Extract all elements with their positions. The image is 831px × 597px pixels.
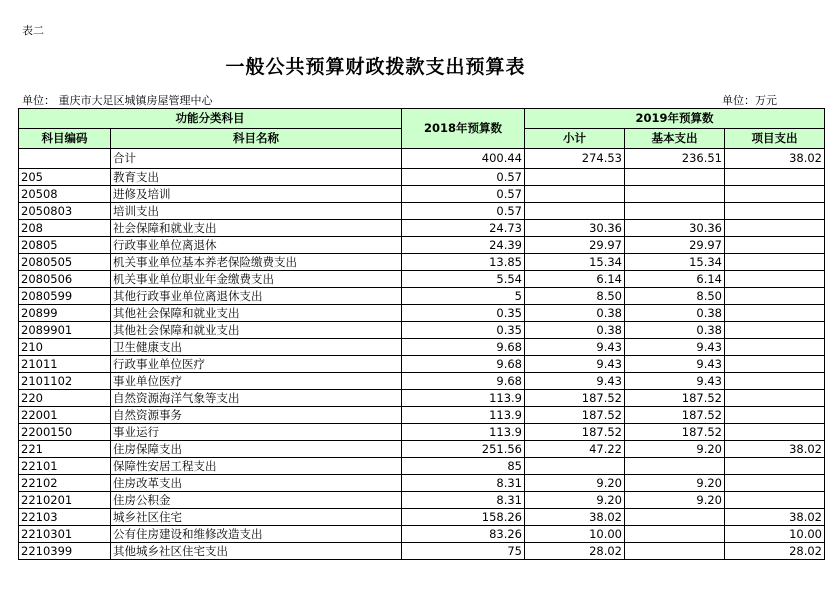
cell-subtotal: 47.22 <box>525 441 625 458</box>
header-basic: 基本支出 <box>625 129 725 149</box>
cell-name: 自然资源事务 <box>111 407 402 424</box>
cell-2018-budget: 24.39 <box>402 237 525 254</box>
cell-subtotal: 15.34 <box>525 254 625 271</box>
cell-project <box>725 288 825 305</box>
table-row <box>19 305 825 322</box>
cell-project <box>725 475 825 492</box>
cell-project <box>725 271 825 288</box>
cell-basic <box>625 186 725 203</box>
cell-project <box>725 424 825 441</box>
cell-subtotal: 8.50 <box>525 288 625 305</box>
cell-code: 221 <box>19 441 111 458</box>
cell-2018-budget: 9.68 <box>402 339 525 356</box>
cell-code: 2050803 <box>19 203 111 220</box>
cell-subtotal: 9.20 <box>525 475 625 492</box>
cell-2018-budget: 0.57 <box>402 186 525 203</box>
cell-code: 2210301 <box>19 526 111 543</box>
cell-name: 机关事业单位基本养老保险缴费支出 <box>111 254 402 271</box>
table-row <box>19 509 825 526</box>
cell-2018-budget: 251.56 <box>402 441 525 458</box>
cell-name: 公有住房建设和维修改造支出 <box>111 526 402 543</box>
cell-code: 22102 <box>19 475 111 492</box>
cell-subtotal: 9.43 <box>525 356 625 373</box>
table-row <box>19 441 825 458</box>
cell-subtotal: 0.38 <box>525 305 625 322</box>
cell-basic <box>625 543 725 560</box>
cell-project <box>725 492 825 509</box>
cell-code: 208 <box>19 220 111 237</box>
cell-2018-budget: 8.31 <box>402 475 525 492</box>
cell-name: 城乡社区住宅 <box>111 509 402 526</box>
cell-name: 合计 <box>111 149 402 169</box>
cell-project <box>725 390 825 407</box>
cell-name: 自然资源海洋气象等支出 <box>111 390 402 407</box>
table-row <box>19 526 825 543</box>
cell-name: 社会保障和就业支出 <box>111 220 402 237</box>
cell-project: 38.02 <box>725 509 825 526</box>
cell-subtotal: 9.20 <box>525 492 625 509</box>
cell-basic: 6.14 <box>625 271 725 288</box>
cell-project: 38.02 <box>725 149 825 169</box>
cell-code: 2210201 <box>19 492 111 509</box>
cell-code: 22101 <box>19 458 111 475</box>
cell-subtotal: 187.52 <box>525 390 625 407</box>
table-row <box>19 543 825 560</box>
table-row <box>19 220 825 237</box>
cell-name: 住房改革支出 <box>111 475 402 492</box>
cell-name: 其他社会保障和就业支出 <box>111 322 402 339</box>
cell-project <box>725 254 825 271</box>
cell-code: 2080599 <box>19 288 111 305</box>
cell-code: 20508 <box>19 186 111 203</box>
cell-basic: 9.43 <box>625 356 725 373</box>
cell-2018-budget: 113.9 <box>402 424 525 441</box>
cell-2018-budget: 113.9 <box>402 407 525 424</box>
table-row <box>19 186 825 203</box>
cell-subtotal: 9.43 <box>525 339 625 356</box>
cell-name: 机关事业单位职业年金缴费支出 <box>111 271 402 288</box>
cell-basic: 187.52 <box>625 390 725 407</box>
cell-name: 行政事业单位医疗 <box>111 356 402 373</box>
cell-name: 其他行政事业单位离退休支出 <box>111 288 402 305</box>
cell-subtotal: 9.43 <box>525 373 625 390</box>
cell-project <box>725 305 825 322</box>
cell-code: 2089901 <box>19 322 111 339</box>
budget-table <box>18 108 825 560</box>
table-row <box>19 169 825 186</box>
header-func-group: 功能分类科目 <box>19 109 402 129</box>
cell-basic: 0.38 <box>625 322 725 339</box>
cell-code: 20899 <box>19 305 111 322</box>
cell-basic: 9.43 <box>625 373 725 390</box>
cell-subtotal: 38.02 <box>525 509 625 526</box>
header-2018-budget: 2018年预算数 <box>402 109 525 149</box>
table-row <box>19 322 825 339</box>
cell-code: 2200150 <box>19 424 111 441</box>
table-row <box>19 373 825 390</box>
table-number-label: 表二 <box>22 24 44 37</box>
cell-project <box>725 407 825 424</box>
table-row <box>19 254 825 271</box>
cell-project <box>725 458 825 475</box>
cell-name: 其他社会保障和就业支出 <box>111 305 402 322</box>
table-body <box>19 149 825 560</box>
cell-2018-budget: 5 <box>402 288 525 305</box>
cell-subtotal: 187.52 <box>525 407 625 424</box>
cell-2018-budget: 9.68 <box>402 373 525 390</box>
cell-code: 22001 <box>19 407 111 424</box>
cell-name: 教育支出 <box>111 169 402 186</box>
cell-name: 行政事业单位离退休 <box>111 237 402 254</box>
cell-project <box>725 169 825 186</box>
table-row <box>19 475 825 492</box>
cell-project <box>725 373 825 390</box>
cell-project: 38.02 <box>725 441 825 458</box>
header-project: 项目支出 <box>725 129 825 149</box>
table-row-total <box>19 149 825 169</box>
cell-basic: 187.52 <box>625 424 725 441</box>
table-row <box>19 458 825 475</box>
cell-subtotal: 0.38 <box>525 322 625 339</box>
header-code: 科目编码 <box>19 129 111 149</box>
cell-2018-budget: 75 <box>402 543 525 560</box>
cell-basic: 8.50 <box>625 288 725 305</box>
cell-code: 2210399 <box>19 543 111 560</box>
header-subtotal: 小计 <box>525 129 625 149</box>
cell-basic: 30.36 <box>625 220 725 237</box>
cell-2018-budget: 0.35 <box>402 305 525 322</box>
cell-basic: 0.38 <box>625 305 725 322</box>
cell-basic: 9.20 <box>625 475 725 492</box>
cell-project <box>725 186 825 203</box>
cell-name: 培训支出 <box>111 203 402 220</box>
cell-subtotal: 30.36 <box>525 220 625 237</box>
cell-code: 2080505 <box>19 254 111 271</box>
table-row <box>19 203 825 220</box>
cell-subtotal: 10.00 <box>525 526 625 543</box>
cell-basic: 187.52 <box>625 407 725 424</box>
cell-2018-budget: 0.57 <box>402 203 525 220</box>
cell-basic <box>625 169 725 186</box>
cell-subtotal: 29.97 <box>525 237 625 254</box>
cell-code: 2080506 <box>19 271 111 288</box>
cell-project: 10.00 <box>725 526 825 543</box>
cell-subtotal: 28.02 <box>525 543 625 560</box>
table-row <box>19 424 825 441</box>
cell-project <box>725 339 825 356</box>
header-2019-budget: 2019年预算数 <box>525 109 825 129</box>
cell-name: 住房公积金 <box>111 492 402 509</box>
cell-basic <box>625 509 725 526</box>
cell-code: 2101102 <box>19 373 111 390</box>
cell-code: 205 <box>19 169 111 186</box>
header-name: 科目名称 <box>111 129 402 149</box>
cell-2018-budget: 158.26 <box>402 509 525 526</box>
cell-name: 住房保障支出 <box>111 441 402 458</box>
table-row <box>19 288 825 305</box>
table-row <box>19 339 825 356</box>
cell-2018-budget: 8.31 <box>402 492 525 509</box>
cell-basic <box>625 203 725 220</box>
cell-subtotal <box>525 169 625 186</box>
cell-basic <box>625 526 725 543</box>
cell-subtotal: 6.14 <box>525 271 625 288</box>
cell-subtotal <box>525 186 625 203</box>
cell-basic: 15.34 <box>625 254 725 271</box>
cell-subtotal <box>525 203 625 220</box>
cell-2018-budget: 113.9 <box>402 390 525 407</box>
table-row <box>19 356 825 373</box>
document-title: 一般公共预算财政拨款支出预算表 <box>225 56 526 78</box>
cell-name: 卫生健康支出 <box>111 339 402 356</box>
cell-code <box>19 149 111 169</box>
cell-subtotal: 187.52 <box>525 424 625 441</box>
cell-2018-budget: 0.35 <box>402 322 525 339</box>
cell-project <box>725 356 825 373</box>
cell-2018-budget: 83.26 <box>402 526 525 543</box>
cell-2018-budget: 400.44 <box>402 149 525 169</box>
cell-project: 28.02 <box>725 543 825 560</box>
organization-unit: 单位： 重庆市大足区城镇房屋管理中心 <box>22 94 213 107</box>
cell-basic: 236.51 <box>625 149 725 169</box>
cell-2018-budget: 5.54 <box>402 271 525 288</box>
cell-code: 22103 <box>19 509 111 526</box>
cell-project <box>725 237 825 254</box>
cell-2018-budget: 13.85 <box>402 254 525 271</box>
cell-basic: 9.20 <box>625 441 725 458</box>
cell-code: 21011 <box>19 356 111 373</box>
cell-name: 进修及培训 <box>111 186 402 203</box>
cell-basic <box>625 458 725 475</box>
cell-name: 其他城乡社区住宅支出 <box>111 543 402 560</box>
cell-subtotal <box>525 458 625 475</box>
cell-name: 事业运行 <box>111 424 402 441</box>
cell-basic: 9.43 <box>625 339 725 356</box>
cell-project <box>725 220 825 237</box>
cell-subtotal: 274.53 <box>525 149 625 169</box>
cell-code: 210 <box>19 339 111 356</box>
cell-project <box>725 322 825 339</box>
table-row <box>19 407 825 424</box>
cell-code: 20805 <box>19 237 111 254</box>
cell-2018-budget: 0.57 <box>402 169 525 186</box>
cell-2018-budget: 85 <box>402 458 525 475</box>
cell-2018-budget: 24.73 <box>402 220 525 237</box>
cell-name: 事业单位医疗 <box>111 373 402 390</box>
table-row <box>19 492 825 509</box>
cell-code: 220 <box>19 390 111 407</box>
table-row <box>19 237 825 254</box>
table-row <box>19 271 825 288</box>
currency-unit: 单位：万元 <box>722 94 777 107</box>
cell-name: 保障性安居工程支出 <box>111 458 402 475</box>
cell-basic: 29.97 <box>625 237 725 254</box>
cell-project <box>725 203 825 220</box>
cell-2018-budget: 9.68 <box>402 356 525 373</box>
cell-basic: 9.20 <box>625 492 725 509</box>
table-row <box>19 390 825 407</box>
